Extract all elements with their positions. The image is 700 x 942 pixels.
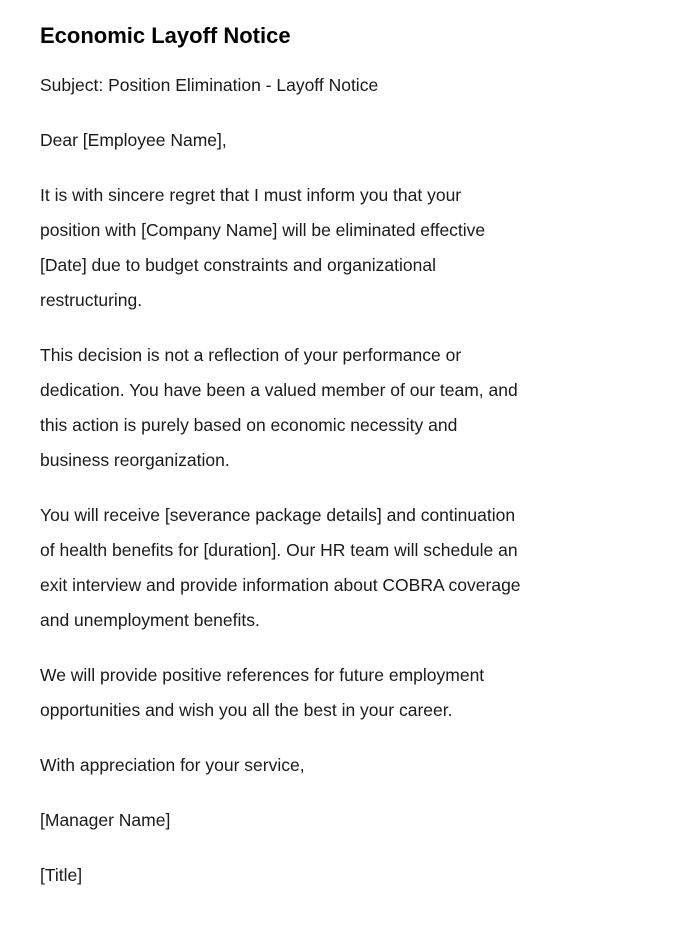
text-line: We will provide positive references for future employment [40, 665, 485, 685]
text-line: this action is purely based on economic necessity and [40, 415, 458, 435]
document-title: Economic Layoff Notice [40, 23, 291, 48]
body-paragraph-1 [40, 178, 648, 318]
text-line: restructuring. [40, 290, 143, 310]
text-line: and unemployment benefits. [40, 610, 260, 630]
body-paragraph-2 [40, 338, 648, 478]
text-line: exit interview and provide information about COBRA coverage [40, 575, 521, 595]
text-line: This decision is not a reflection of your performance or [40, 345, 462, 365]
text-line: of health benefits for [duration]. Our HR team will schedule an [40, 540, 518, 560]
closing-line: With appreciation for your service, [40, 755, 305, 775]
salutation: Dear [Employee Name], [40, 130, 227, 150]
text-line: dedication. You have been a valued member of our team, and [40, 380, 518, 400]
text-line: opportunities and wish you all the best in your career. [40, 700, 453, 720]
text-line: You will receive [severance package details] and continuation [40, 505, 516, 525]
body-paragraph-3 [40, 498, 648, 638]
text-line: business reorganization. [40, 450, 230, 470]
subject-line: Subject: Position Elimination - Layoff Notice [40, 75, 379, 95]
body-paragraph-4 [40, 658, 648, 728]
signature-name: [Manager Name] [40, 810, 171, 830]
text-line: position with [Company Name] will be eliminated effective [40, 220, 486, 240]
text-line: It is with sincere regret that I must inform you that your [40, 185, 462, 205]
signature-title: [Title] [40, 865, 83, 885]
text-line: [Date] due to budget constraints and organizational [40, 255, 436, 275]
